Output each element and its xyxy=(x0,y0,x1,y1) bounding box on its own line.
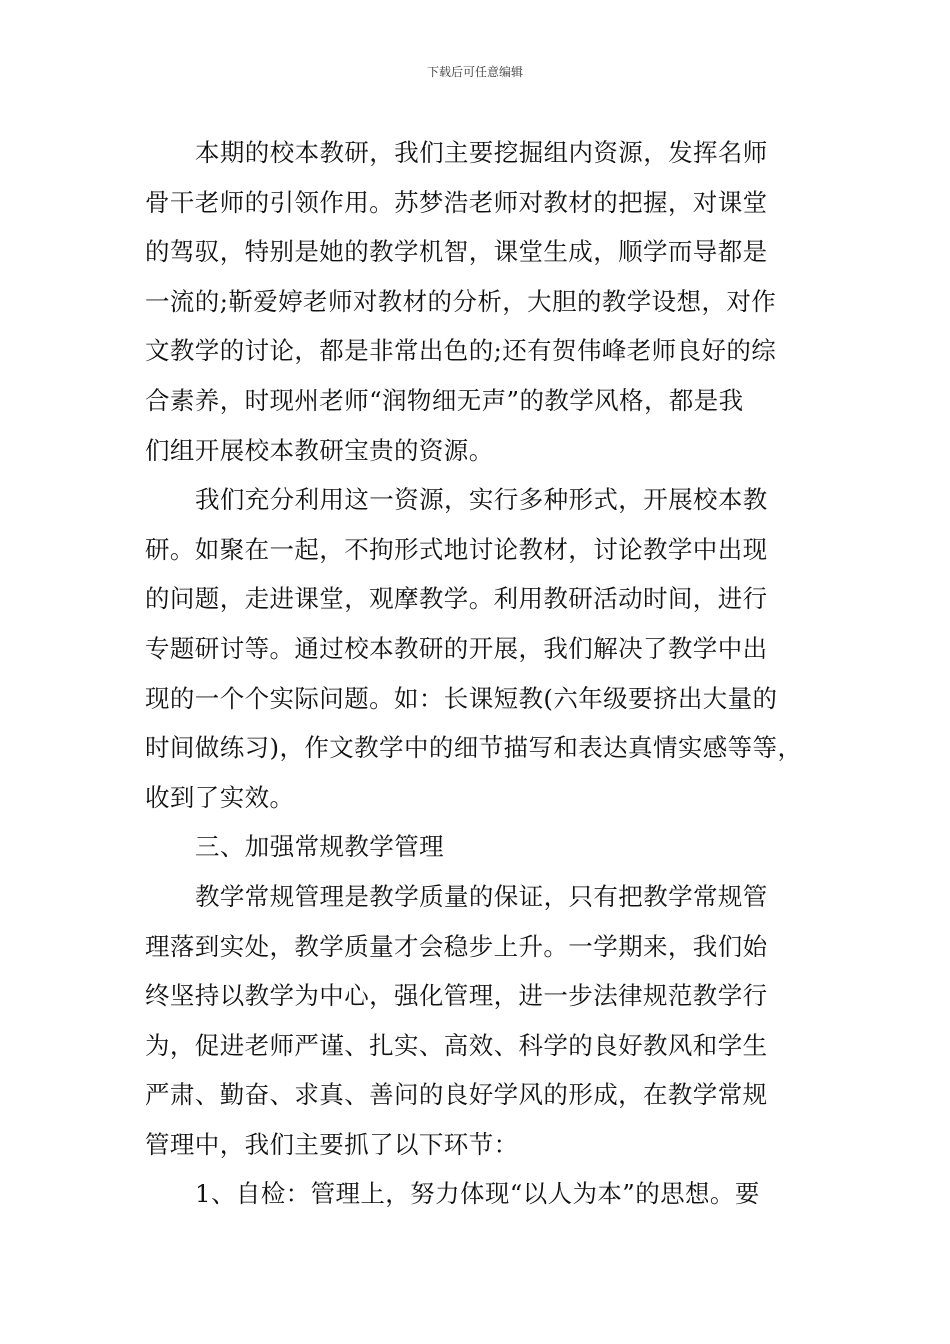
text-line: 理落到实处，教学质量才会稳步上升。一学期来，我们始 xyxy=(145,931,768,961)
text-line: 骨干老师的引领作用。苏梦浩老师对教材的把握，对课堂 xyxy=(145,187,768,217)
text-line: 们组开展校本教研宝贵的资源。 xyxy=(145,435,494,465)
text-line: 我们充分利用这一资源，实行多种形式，开展校本教 xyxy=(195,485,768,515)
text-line: 管理中，我们主要抓了以下环节： xyxy=(145,1129,519,1159)
text-line: 本期的校本教研，我们主要挖掘组内资源，发挥名师 xyxy=(195,138,768,167)
text-line: 的问题，走进课堂，观摩教学。利用教研活动时间，进行 xyxy=(145,584,768,614)
text-line: 终坚持以教学为中心，强化管理，进一步法律规范教学行 xyxy=(145,981,768,1011)
text-line: 严肃、勤奋、求真、善问的良好学风的形成，在教学常规 xyxy=(145,1080,768,1110)
text-line: 收到了实效。 xyxy=(145,782,295,812)
text-line: 时间做练习)，作文教学中的细节描写和表达真情实感等等， xyxy=(145,733,803,763)
text-line: 三、加强常规教学管理 xyxy=(195,832,444,862)
text-line: 为，促进老师严谨、扎实、高效、科学的良好教风和学生 xyxy=(145,1030,768,1060)
page-header: 下载后可任意编辑 xyxy=(426,65,523,79)
document-body xyxy=(145,128,807,1219)
text-line: 教学常规管理是教学质量的保证，只有把教学常规管 xyxy=(195,881,768,911)
text-line: 合素养，时现州老师“润物细无声”的教学风格，都是我 xyxy=(145,385,744,415)
text-line: 专题研讨等。通过校本教研的开展，我们解决了教学中出 xyxy=(145,633,768,663)
text-line: 1、自检：管理上，努力体现“以人为本”的思想。要 xyxy=(195,1179,760,1209)
text-line: 文教学的讨论，都是非常出色的;还有贺伟峰老师良好的综 xyxy=(145,336,777,366)
text-line: 一流的;靳爱婷老师对教材的分析，大胆的教学设想，对作 xyxy=(145,286,777,316)
text-line: 的驾驭，特别是她的教学机智，课堂生成，顺学而导都是 xyxy=(145,237,768,267)
text-line: 研。如聚在一起，不拘形式地讨论教材，讨论教学中出现 xyxy=(145,534,768,564)
text-line: 现的一个个实际问题。如：长课短教(六年级要挤出大量的 xyxy=(145,683,778,713)
